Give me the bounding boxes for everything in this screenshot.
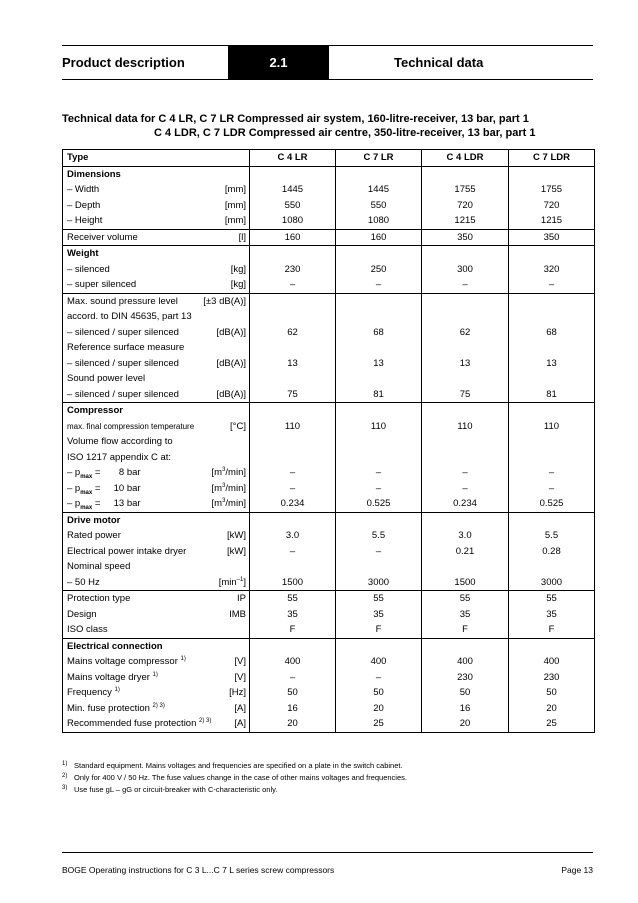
table-row [63, 356, 595, 372]
table-row [63, 512, 595, 528]
value-cell: 81 [336, 387, 422, 403]
row-label: – $p_{max}$ = 13 bar $[m^3/\min]$ [63, 496, 250, 512]
row-label: Min. fuse protection $^{2) 3)}$ [A] [63, 701, 250, 717]
table-row [63, 670, 595, 686]
value-cell: – [250, 670, 336, 686]
value-cell: – [336, 481, 422, 497]
row-label: Protection type IP [63, 591, 250, 607]
value-cell [509, 403, 595, 419]
value-cell: 110 [509, 419, 595, 435]
row-label: Max. sound pressure level [±3 dB(A)] [63, 293, 250, 309]
value-cell [336, 450, 422, 466]
row-label: max. final compression temperature [°C] [63, 419, 250, 435]
column-header: C 7 LDR [509, 150, 595, 167]
value-cell: – [336, 465, 422, 481]
value-cell: – [336, 544, 422, 560]
value-cell: 35 [336, 607, 422, 623]
value-cell: 160 [336, 229, 422, 246]
row-label: Drive motor [63, 512, 250, 528]
value-cell [422, 166, 509, 182]
value-cell: 20 [336, 701, 422, 717]
value-cell: – [250, 544, 336, 560]
row-unit: $[\min^{-1}]$ [218, 576, 246, 588]
row-unit: [mm] [224, 199, 246, 211]
value-cell: 1500 [250, 575, 336, 591]
value-cell: 1755 [509, 182, 595, 198]
row-unit: [A] [234, 718, 246, 729]
value-cell: 160 [250, 229, 336, 246]
footer-title: BOGE Operating instructions for C 3 L...C 7 L series screw compressors [62, 865, 335, 875]
row-label: accord. to DIN 45635, part 13 [63, 309, 250, 325]
row-label: – super silenced [kg] [63, 277, 250, 293]
value-cell: 230 [509, 670, 595, 686]
value-cell: 110 [336, 419, 422, 435]
row-label: Dimensions [63, 166, 250, 182]
value-cell: F [422, 622, 509, 638]
value-cell: 20 [509, 701, 595, 717]
table-row [63, 434, 595, 450]
value-cell: 13 [509, 356, 595, 372]
row-unit: IP [237, 593, 246, 604]
value-cell [422, 512, 509, 528]
row-label: ISO 1217 appendix C at: [63, 450, 250, 466]
table-row [63, 182, 595, 198]
value-cell: – [250, 481, 336, 497]
table-row [63, 465, 595, 481]
value-cell: 13 [336, 356, 422, 372]
value-cell: 62 [250, 325, 336, 341]
row-label: – silenced [kg] [63, 262, 250, 278]
value-cell [509, 434, 595, 450]
value-cell [250, 638, 336, 654]
value-cell: 20 [250, 716, 336, 732]
row-unit: [kW] [227, 545, 246, 557]
table-row [63, 716, 595, 732]
table-row [63, 198, 595, 214]
table-row [63, 450, 595, 466]
table-row [63, 638, 595, 654]
table-row [63, 654, 595, 670]
value-cell: 55 [250, 591, 336, 607]
value-cell: 0.525 [336, 496, 422, 512]
value-cell [422, 434, 509, 450]
row-label: – $p_{max}$ = 8 bar $[m^3/\min]$ [63, 465, 250, 481]
value-cell: 35 [422, 607, 509, 623]
value-cell: F [336, 622, 422, 638]
value-cell: 25 [336, 716, 422, 732]
column-header: C 7 LR [336, 150, 422, 167]
row-label: Mains voltage compressor $^{1)}$ [V] [63, 654, 250, 670]
column-header: C 4 LDR [422, 150, 509, 167]
value-cell: 35 [509, 607, 595, 623]
value-cell: 720 [422, 198, 509, 214]
table-row [63, 229, 595, 246]
value-cell [336, 293, 422, 309]
value-cell [336, 638, 422, 654]
value-cell: 110 [250, 419, 336, 435]
value-cell: 0.21 [422, 544, 509, 560]
value-cell [336, 309, 422, 325]
value-cell: 81 [509, 387, 595, 403]
row-label: Nominal speed [63, 559, 250, 575]
row-unit: $[m^3/\min]$ [211, 497, 246, 509]
table-row [63, 575, 595, 591]
value-cell: 1445 [336, 182, 422, 198]
value-cell: F [250, 622, 336, 638]
value-cell: 1080 [250, 213, 336, 229]
row-unit: $[m^3/\min]$ [211, 482, 246, 494]
page-footer [62, 852, 593, 875]
title-line-1: Technical data for C 4 LR, C 7 LR Compressed air system, 160-litre-receiver, 13 bar, part 1 [62, 113, 529, 125]
row-label: Electrical power intake dryer [kW] [63, 544, 250, 560]
table-row [63, 591, 595, 607]
table-title [62, 112, 593, 140]
value-cell [422, 340, 509, 356]
value-cell: 50 [509, 685, 595, 701]
header-right: Technical data [394, 55, 484, 70]
value-cell [336, 371, 422, 387]
value-cell [509, 166, 595, 182]
value-cell: 0.234 [250, 496, 336, 512]
footnote: 1) Standard equipment. Mains voltages and frequencies are specified on a plate in the switch cabinet. [62, 761, 403, 770]
row-unit: IMB [229, 608, 246, 620]
value-cell [336, 246, 422, 262]
value-cell: 720 [509, 198, 595, 214]
value-cell: – [422, 481, 509, 497]
row-label: – Height [mm] [63, 213, 250, 229]
row-label: – $p_{max}$ = 10 bar $[m^3/\min]$ [63, 481, 250, 497]
value-cell: 3.0 [250, 528, 336, 544]
value-cell: 75 [250, 387, 336, 403]
value-cell: 5.5 [336, 528, 422, 544]
table-row [63, 419, 595, 435]
table-row [63, 481, 595, 497]
row-unit: [°C] [230, 420, 246, 432]
table-header-row [63, 150, 595, 167]
value-cell: 1755 [422, 182, 509, 198]
table-row [63, 262, 595, 278]
value-cell [250, 293, 336, 309]
value-cell: – [250, 465, 336, 481]
value-cell [250, 340, 336, 356]
page-number: Page 13 [561, 865, 593, 875]
value-cell [422, 403, 509, 419]
value-cell: 62 [422, 325, 509, 341]
value-cell: 25 [509, 716, 595, 732]
row-label: – 50 Hz $[\min^{-1}]$ [63, 575, 250, 591]
value-cell [250, 512, 336, 528]
value-cell: 3000 [336, 575, 422, 591]
row-label: Frequency $^{1)}$ [Hz] [63, 685, 250, 701]
value-cell: 3000 [509, 575, 595, 591]
value-cell: 350 [422, 229, 509, 246]
value-cell: 35 [250, 607, 336, 623]
row-label: – Depth [mm] [63, 198, 250, 214]
row-unit: [A] [234, 702, 246, 714]
value-cell: 3.0 [422, 528, 509, 544]
value-cell: 1215 [509, 213, 595, 229]
column-header: C 4 LR [250, 150, 336, 167]
section-number: 2.1 [228, 46, 329, 79]
value-cell: – [422, 465, 509, 481]
value-cell: 0.525 [509, 496, 595, 512]
value-cell [509, 559, 595, 575]
row-label: Receiver volume [l] [63, 229, 250, 246]
value-cell: 1445 [250, 182, 336, 198]
value-cell: 50 [250, 685, 336, 701]
value-cell [422, 638, 509, 654]
value-cell: 68 [509, 325, 595, 341]
value-cell [509, 638, 595, 654]
value-cell [422, 450, 509, 466]
table-row [63, 685, 595, 701]
value-cell [509, 450, 595, 466]
table-row [63, 387, 595, 403]
table-row [63, 403, 595, 419]
value-cell: 0.234 [422, 496, 509, 512]
table-row [63, 371, 595, 387]
value-cell: 0.28 [509, 544, 595, 560]
title-line-2: C 4 LDR, C 7 LDR Compressed air centre, 350-litre-receiver, 13 bar, part 1 [154, 127, 536, 139]
row-label: – silenced / super silenced [dB(A)] [63, 325, 250, 341]
value-cell: 20 [422, 716, 509, 732]
row-label: Reference surface measure [63, 340, 250, 356]
value-cell: – [509, 277, 595, 293]
footnotes [62, 760, 593, 796]
value-cell [336, 512, 422, 528]
value-cell: 230 [250, 262, 336, 278]
value-cell [509, 371, 595, 387]
row-unit: [dB(A)] [216, 388, 246, 400]
row-unit: $[m^3/\min]$ [211, 466, 246, 478]
value-cell: 1500 [422, 575, 509, 591]
value-cell: 400 [422, 654, 509, 670]
row-label: Volume flow according to [63, 434, 250, 450]
value-cell: 550 [336, 198, 422, 214]
row-label: Compressor [63, 403, 250, 419]
row-unit: [dB(A)] [216, 357, 246, 369]
value-cell [250, 450, 336, 466]
table-row [63, 559, 595, 575]
value-cell: 16 [250, 701, 336, 717]
value-cell [250, 246, 336, 262]
value-cell [509, 512, 595, 528]
row-label: Design IMB [63, 607, 250, 623]
value-cell: – [250, 277, 336, 293]
value-cell [250, 434, 336, 450]
row-unit: [Hz] [229, 687, 246, 698]
row-label: Mains voltage dryer $^{1)}$ [V] [63, 670, 250, 686]
value-cell: 1080 [336, 213, 422, 229]
value-cell: 75 [422, 387, 509, 403]
row-unit: [l] [238, 231, 246, 243]
value-cell: 68 [336, 325, 422, 341]
value-cell: – [509, 465, 595, 481]
table-row [63, 277, 595, 293]
table-row [63, 246, 595, 262]
value-cell [250, 559, 336, 575]
value-cell: 400 [336, 654, 422, 670]
row-unit: [±3 dB(A)] [203, 295, 246, 307]
table-row [63, 309, 595, 325]
row-label: Sound power level [63, 371, 250, 387]
value-cell [509, 293, 595, 309]
value-cell [336, 340, 422, 356]
value-cell: 50 [336, 685, 422, 701]
row-unit: [V] [234, 671, 246, 683]
value-cell: 230 [422, 670, 509, 686]
row-label: – silenced / super silenced [dB(A)] [63, 387, 250, 403]
value-cell [422, 559, 509, 575]
header-left: Product description [62, 55, 185, 70]
value-cell: 13 [422, 356, 509, 372]
value-cell: 16 [422, 701, 509, 717]
table-row [63, 544, 595, 560]
value-cell [250, 403, 336, 419]
value-cell [422, 293, 509, 309]
value-cell: – [422, 277, 509, 293]
table-row [63, 607, 595, 623]
value-cell: 110 [422, 419, 509, 435]
value-cell: 250 [336, 262, 422, 278]
value-cell: – [336, 670, 422, 686]
value-cell: 400 [250, 654, 336, 670]
value-cell [509, 340, 595, 356]
value-cell [422, 371, 509, 387]
table-row [63, 166, 595, 182]
row-unit: [dB(A)] [216, 326, 246, 338]
value-cell [509, 246, 595, 262]
row-unit: [mm] [224, 184, 246, 195]
page-header [62, 45, 593, 80]
value-cell [422, 309, 509, 325]
value-cell: – [509, 481, 595, 497]
table-row [63, 325, 595, 341]
table-row [63, 293, 595, 309]
value-cell: 350 [509, 229, 595, 246]
value-cell [336, 403, 422, 419]
row-unit: [kg] [230, 279, 246, 290]
value-cell [509, 309, 595, 325]
value-cell: 50 [422, 685, 509, 701]
value-cell: 5.5 [509, 528, 595, 544]
value-cell [250, 166, 336, 182]
row-label: – Width [mm] [63, 182, 250, 198]
value-cell: F [509, 622, 595, 638]
row-label: Recommended fuse protection $^{2) 3)}$ [A] [63, 716, 250, 732]
table-row [63, 496, 595, 512]
value-cell: 550 [250, 198, 336, 214]
row-label: ISO class [63, 622, 250, 638]
table-row [63, 340, 595, 356]
value-cell: – [336, 277, 422, 293]
value-cell: 320 [509, 262, 595, 278]
value-cell: 13 [250, 356, 336, 372]
row-unit: [mm] [224, 215, 246, 226]
value-cell [336, 434, 422, 450]
value-cell [250, 371, 336, 387]
row-label: Rated power [kW] [63, 528, 250, 544]
value-cell: 400 [509, 654, 595, 670]
row-unit: [kW] [227, 530, 246, 541]
value-cell [336, 559, 422, 575]
row-label: Electrical connection [63, 638, 250, 654]
value-cell: 300 [422, 262, 509, 278]
value-cell: 1215 [422, 213, 509, 229]
row-label: – silenced / super silenced [dB(A)] [63, 356, 250, 372]
value-cell [422, 246, 509, 262]
table-row [63, 528, 595, 544]
table-row [63, 622, 595, 638]
footnote: 2) Only for 400 V / 50 Hz. The fuse values change in the case of other mains voltages and frequencies. [62, 773, 407, 782]
type-header: Type [63, 150, 250, 167]
table-row [63, 213, 595, 229]
row-unit: [kg] [230, 263, 246, 275]
value-cell: 55 [422, 591, 509, 607]
value-cell: 55 [509, 591, 595, 607]
value-cell: 55 [336, 591, 422, 607]
value-cell [336, 166, 422, 182]
technical-data-table [62, 149, 595, 733]
value-cell [250, 309, 336, 325]
row-label: Weight [63, 246, 250, 262]
row-unit: [V] [234, 656, 246, 667]
footnote: 3) Use fuse gL – gG or circuit-breaker with C-characteristic only. [62, 785, 278, 794]
table-row [63, 701, 595, 717]
